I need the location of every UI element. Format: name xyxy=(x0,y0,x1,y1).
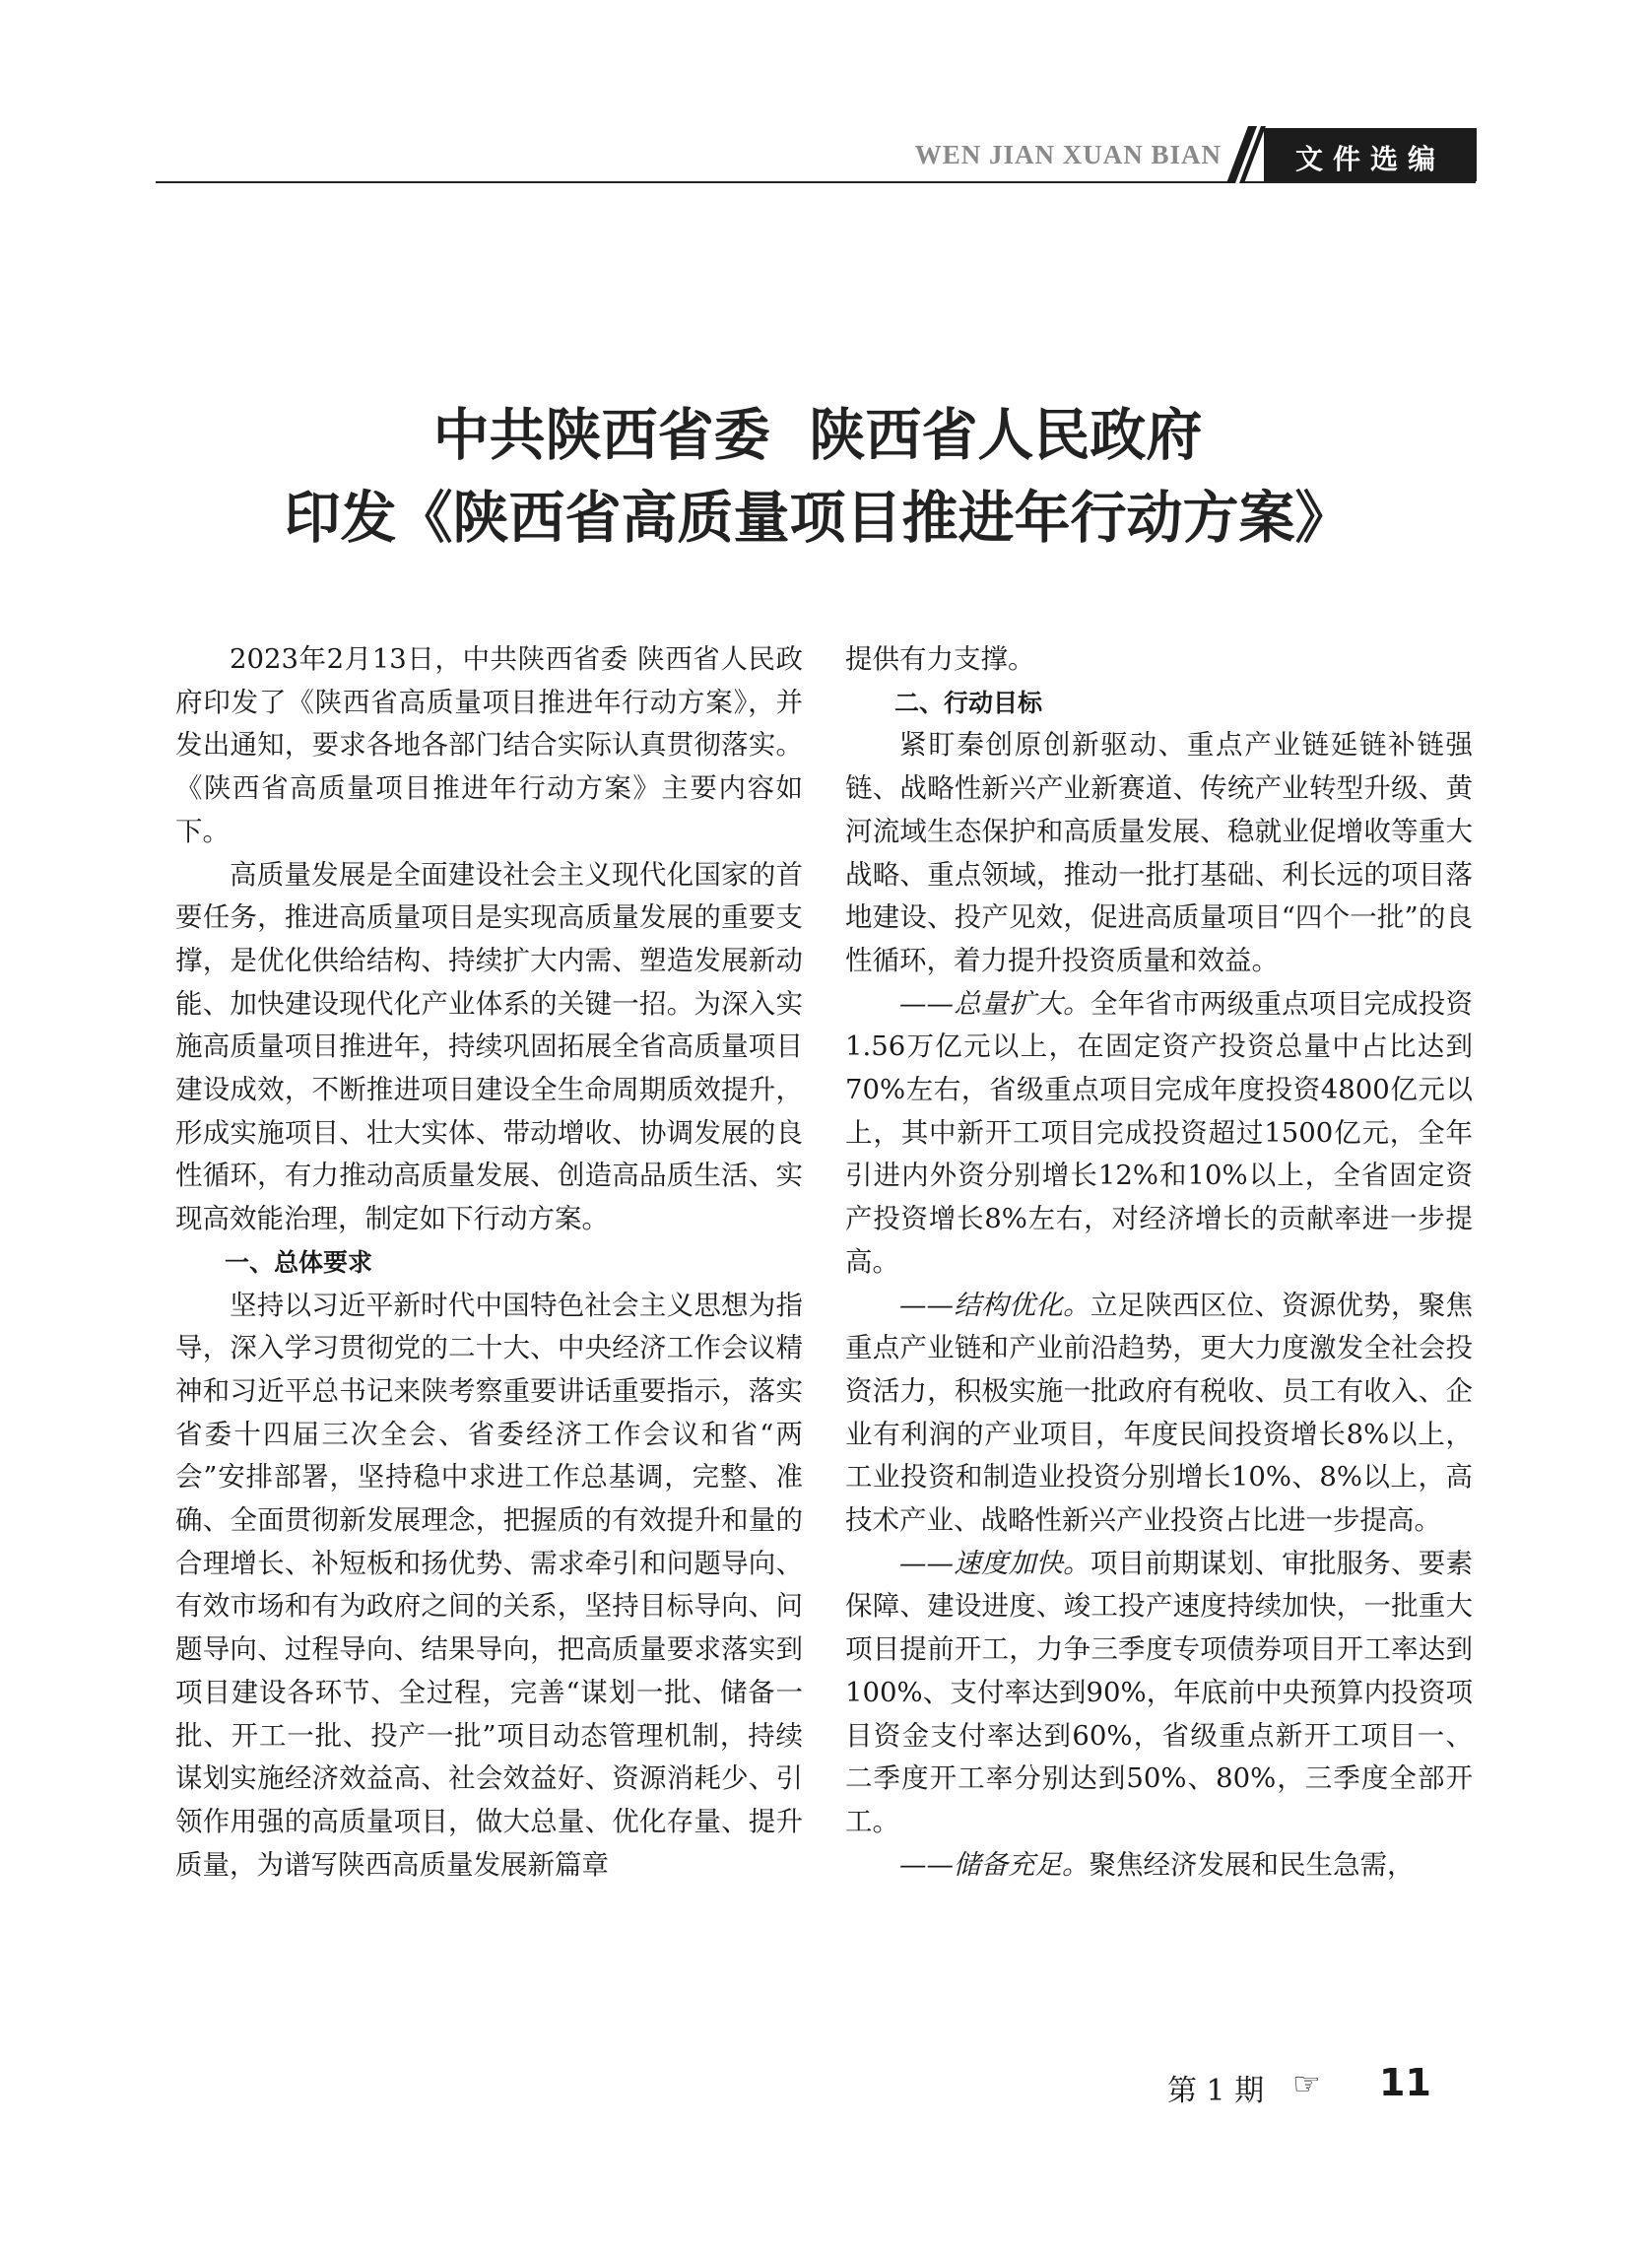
general-requirements-paragraph: 坚持以习近平新时代中国特色社会主义思想为指导，深入学习贯彻党的二十大、中央经济工作会议精神和习近平总书记来陕考察重要讲话重要指示，落实省委十四届三次全会、省委经济工作会议和省“两会”安排部署，坚持稳中求进工作总基调，完整、准确、全面贯彻新发展理念，把握质的有效提升和量的合理增长、补短板和扬优势、需求牵引和问题导向、有效市场和有为政府之间的关系，坚持目标导向、问题导向、过程导向、结果导向，把高质量要求落实到项目建设各环节、全过程，完善“谋划一批、储备一批、开工一批、投产一批”项目动态管理机制，持续谋划实施经济效益高、社会效益好、资源消耗少、引领作用强的高质量项目，做大总量、优化存量、提升质量，为谱写陕西高质量发展新篇章 xyxy=(175,1289,803,1881)
article-title xyxy=(158,394,1478,560)
title-line-1: 中共陕西省委 陕西省人民政府 xyxy=(432,403,1203,468)
section-label: 文件选编 xyxy=(1294,143,1445,175)
continuation-paragraph: 提供有力支撑。 xyxy=(845,643,1035,675)
running-header-pinyin: WEN JIAN XUAN BIAN xyxy=(914,140,1222,169)
goals-paragraph: 紧盯秦创原创新驱动、重点产业链延链补链强链、战略性新兴产业新赛道、传统产业转型升级、黄河流域生态保护和高质量发展、稳就业促增收等重大战略、重点领域，推动一批打基础、利长远的项目落地建设、投产见效，促进高质量项目“四个一批”的良性循环，着力提升投资质量和效益。 xyxy=(845,729,1473,976)
issue-number: 第 1 期 xyxy=(1167,2074,1265,2108)
header-rule xyxy=(156,181,1476,183)
goal-lead: ——总量扩大。 xyxy=(899,987,1090,1020)
goal-text: 全年省市两级重点项目完成投资1.56万亿元以上，在固定资产投资总量中占比达到70%左右，省级重点项目完成年度投资4800亿元以上，其中新开工项目完成投资超过1500亿元，全年引进内外资分别增长12%和10%以上，全省固定资产投资增长8%左右，对经济增长的贡献率进一步提高。 xyxy=(845,987,1473,1278)
intro-paragraph: 2023年2月13日，中共陕西省委 陕西省人民政府印发了《陕西省高质量项目推进年行动方案》，并发出通知，要求各地各部门结合实际认真贯彻落实。《陕西省高质量项目推进年行动方案》主要内容如下。 xyxy=(175,643,803,847)
section-heading-2: 二、行动目标 xyxy=(894,688,1043,717)
background-paragraph: 高质量发展是全面建设社会主义现代化国家的首要任务，推进高质量项目是实现高质量发展的重要支撑，是优化供给结构、持续扩大内需、塑造发展新动能、加快建设现代化产业体系的关键一招。为深入实施高质量项目推进年，持续巩固拓展全省高质量项目建设成效，不断推进项目建设全生命周期质效提升，形成实施项目、壮大实体、带动增收、协调发展的良性循环，有力推动高质量发展、创造高品质生活、实现高效能治理，制定如下行动方案。 xyxy=(175,858,803,1235)
title-line-2: 印发《陕西省高质量项目推进年行动方案》 xyxy=(284,486,1352,551)
right-column xyxy=(845,638,1473,1887)
goal-total-expansion xyxy=(845,983,1473,1285)
goal-text: 聚焦经济发展和民生急需， xyxy=(1089,1848,1415,1881)
left-column xyxy=(175,638,803,1887)
header-slash-icon xyxy=(1226,126,1266,183)
goal-lead: ——储备充足。 xyxy=(899,1848,1090,1881)
goal-sufficient-reserve xyxy=(845,1844,1473,1888)
section-heading-1: 一、总体要求 xyxy=(225,1247,373,1277)
goal-text: 立足陕西区位、资源优势，聚焦重点产业链和产业前沿趋势，更大力度激发全社会投资活力，积极实施一批政府有税收、员工有收入、企业有利润的产业项目，年度民间投资增长8%以上，工业投资和制造业投资分别增长10%、8%以上，高技术产业、战略性新兴产业投资占比进一步提高。 xyxy=(845,1289,1473,1537)
page-number: 11 xyxy=(1379,2061,1431,2104)
pointing-hand-icon: ☞ xyxy=(1292,2065,1321,2102)
goal-speed-up xyxy=(845,1543,1473,1844)
goal-lead: ——结构优化。 xyxy=(899,1289,1090,1321)
goal-text: 项目前期谋划、审批服务、要素保障、建设进度、竣工投产速度持续加快，一批重大项目提前开工，力争三季度专项债券项目开工率达到100%、支付率达到90%，年底前中央预算内投资项目资金支付率达到60%，省级重点新开工项目一、二季度开工率分别达到50%、80%，三季度全部开工。 xyxy=(845,1547,1473,1837)
goal-lead: ——速度加快。 xyxy=(899,1547,1090,1579)
goal-structure-optimization xyxy=(845,1285,1473,1543)
